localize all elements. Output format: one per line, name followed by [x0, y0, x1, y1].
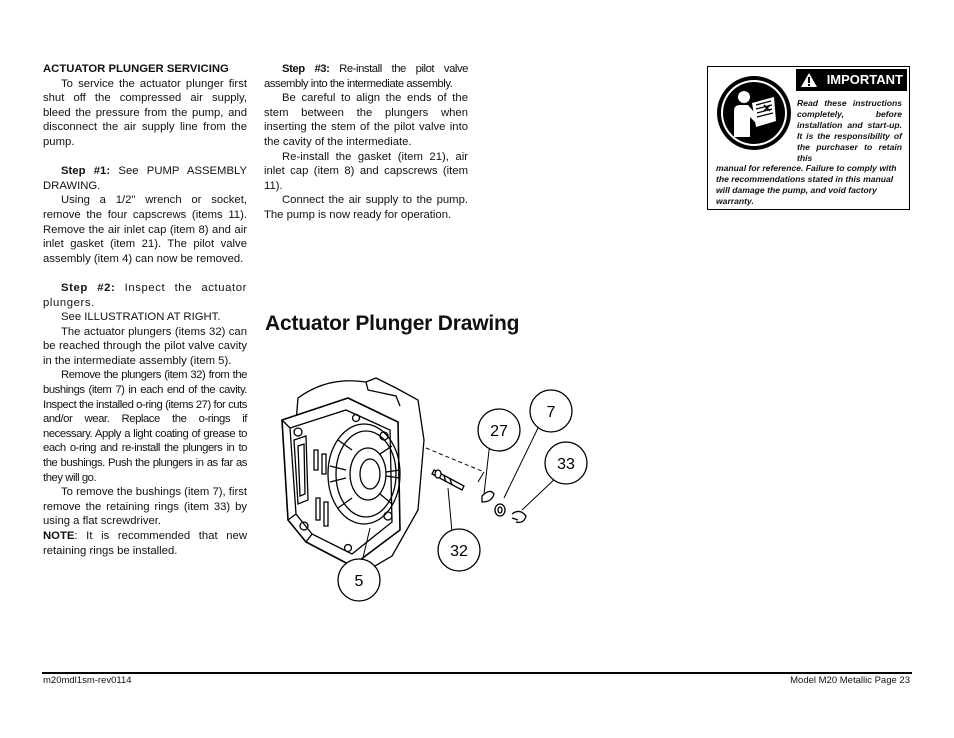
step1-paragraph	[43, 164, 247, 193]
step3-label: Step #3:	[282, 63, 330, 75]
step2-text: Inspect the actuator plungers.	[43, 281, 248, 309]
svg-text:32: 32	[450, 543, 468, 560]
callout-33	[545, 442, 587, 484]
callout-27	[478, 409, 520, 451]
note-text: : It is recommended that new retaining rings be installed.	[43, 530, 247, 557]
step2-detail-2: Remove the plungers (item 32) from the bushings (item 7) in each end of the cavity. Inspect the installed o-ring (items 27) for cuts and/or wear. Replace the o-rings if necessary. Apply a light coating of grease to each o-ring and re-install the plungers in to the bushings. Push the plungers in as far as they will go.	[43, 369, 247, 484]
important-label: IMPORTANT	[826, 72, 903, 87]
warning-icon	[801, 73, 817, 87]
footer-rule	[42, 672, 912, 674]
step1-label: Step #1:	[61, 165, 111, 178]
callout-5	[338, 559, 380, 601]
retaining-ring-part	[512, 511, 526, 522]
step1-detail: Using a 1/2" wrench or socket, remove the four capscrews (items 11). Remove the air inlet cap (item 8) and air inlet gasket (item 21). The pilot valve assembly (item 4) can now be removed.	[43, 194, 247, 265]
bushing-part	[495, 504, 505, 516]
note-paragraph	[43, 529, 247, 558]
actuator-plunger-drawing	[268, 370, 598, 610]
callout-32	[438, 529, 480, 571]
read-manual-icon	[716, 75, 792, 151]
page-label: Model M20 Metallic Page 23	[790, 675, 910, 686]
step3-paragraph	[264, 62, 468, 91]
document-code: m20mdl1sm-rev0114	[43, 675, 132, 686]
callout-7	[530, 390, 572, 432]
important-badge	[796, 69, 907, 91]
step3-text: Re-install the pilot valve assembly into the intermediate assembly.	[264, 63, 468, 90]
note-label: NOTE	[43, 530, 75, 542]
step2-paragraph	[43, 281, 247, 310]
step3-detail-3: Connect the air supply to the pump. The pump is now ready for operation.	[264, 194, 468, 221]
step2-detail-3: To remove the bushings (item 7), first remove the retaining rings (item 33) by using a flat screwdriver.	[43, 486, 247, 528]
important-notice-box	[707, 66, 910, 210]
step3-detail-1: Be careful to align the ends of the stem between the plungers when inserting the stem of the pilot valve into the cavity of the intermediate.	[264, 92, 468, 148]
svg-text:33: 33	[557, 456, 575, 473]
left-text-column	[43, 62, 247, 558]
section-heading: ACTUATOR PLUNGER SERVICING	[43, 63, 229, 75]
step2-detail-1: The actuator plungers (items 32) can be reached through the pilot valve cavity in the intermediate assembly (item 5).	[43, 325, 247, 367]
intro-paragraph: To service the actuator plunger first shut off the compressed air supply, bleed the pressure from the pump, and disconnect the air supply line from the pump.	[43, 77, 247, 148]
important-text-part1: Read these instructions completely, before installation and start-up. It is the responsibility of the purchaser to retain this	[797, 98, 902, 163]
step3-detail-2: Re-install the gasket (item 21), air inlet cap (item 8) and capscrews (item 11).	[264, 150, 468, 192]
important-text-part2: manual for reference. Failure to comply with the recommendations stated in this manual will damage the pump, and void factory warranty.	[716, 163, 897, 206]
step1-text: See PUMP ASSEMBLY DRAWING.	[43, 165, 247, 192]
svg-text:27: 27	[490, 423, 508, 440]
svg-text:7: 7	[546, 404, 556, 421]
middle-text-column	[264, 62, 468, 223]
svg-text:5: 5	[354, 573, 364, 590]
step2-label: Step #2:	[61, 281, 116, 294]
drawing-title: Actuator Plunger Drawing	[265, 312, 520, 335]
see-illustration: See ILLUSTRATION AT RIGHT.	[61, 311, 221, 324]
